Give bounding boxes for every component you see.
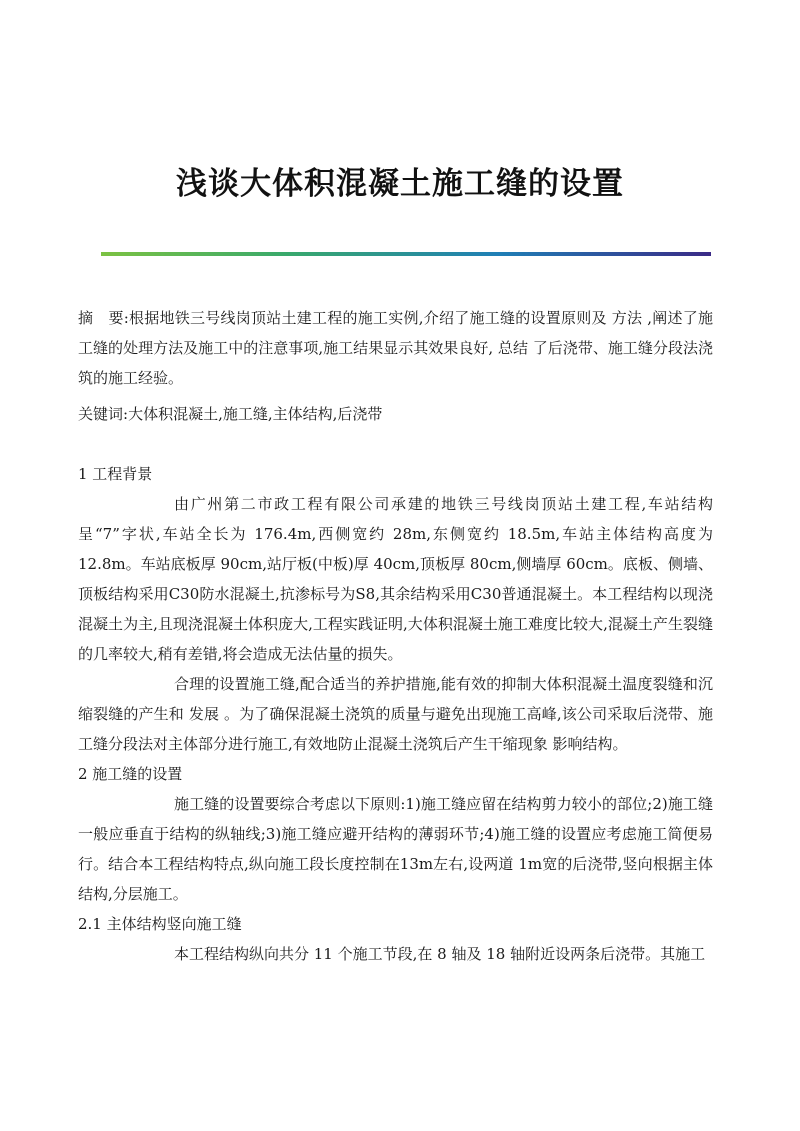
keywords [78,399,713,429]
keywords-text: 大体积混凝土,施工缝,主体结构,后浇带 [128,405,383,423]
abstract [78,303,713,393]
document-body [78,303,713,969]
page-title: 浅谈大体积混凝土施工缝的设置 [176,166,624,202]
title-divider [101,252,711,256]
keywords-label: 关键词: [78,405,129,423]
abstract-label: 摘 要: [78,309,129,327]
section-2-paragraph-1: 施工缝的设置要综合考虑以下原则:1)施工缝应留在结构剪力较小的部位;2)施工缝一般应垂直于结构的纵轴线;3)施工缝应避开结构的薄弱环节;4)施工缝的设置应考虑施工简便易行。结合本工程结构特点,纵向施工段长度控制在13m左右,设两道 1m宽的后浇带,竖向根据主体结构,分层施工。 [78,795,713,903]
spacer [78,429,713,459]
section-heading-2-1: 2.1 主体结构竖向施工缝 [78,915,242,933]
section-heading-2: 2 施工缝的设置 [78,765,183,783]
section-heading-1: 1 工程背景 [78,465,153,483]
section-2-1-paragraph-1: 本工程结构纵向共分 11 个施工节段,在 8 轴及 18 轴附近设两条后浇带。其施工 [174,945,706,963]
abstract-text: 根据地铁三号线岗顶站土建工程的施工实例,介绍了施工缝的设置原则及 方法 ,阐述了施工缝的处理方法及施工中的注意事项,施工结果显示其效果良好, 总结 了后浇带、施工缝分段法浇筑的施工经验。 [78,309,713,387]
section-1-paragraph-2: 合理的设置施工缝,配合适当的养护措施,能有效的抑制大体积混凝土温度裂缝和沉缩裂缝的产生和 发展 。为了确保混凝土浇筑的质量与避免出现施工高峰,该公司采取后浇带、施工缝分段法对主体部分进行施工,有效地防止混凝土浇筑后产生干缩现象 影响结构。 [78,675,713,753]
section-1-paragraph-1: 由广州第二市政工程有限公司承建的地铁三号线岗顶站土建工程,车站结构呈“7”字状,车站全长为 176.4m,西侧宽约 28m,东侧宽约 18.5m,车站主体结构高度为 12.8m。车站底板厚 90cm,站厅板(中板)厚 40cm,顶板厚 80cm,侧墙厚 60cm。底板、侧墙、顶板结构采用C30防水混凝土,抗渗标号为S8,其余结构采用C30普通混凝土。本工程结构以现浇混凝土为主,且现浇混凝土体积庞大,工程实践证明,大体积混凝土施工难度比较大,混凝土产生裂缝的几率较大,稍有差错,将会造成无法估量的损失。 [78,495,713,663]
